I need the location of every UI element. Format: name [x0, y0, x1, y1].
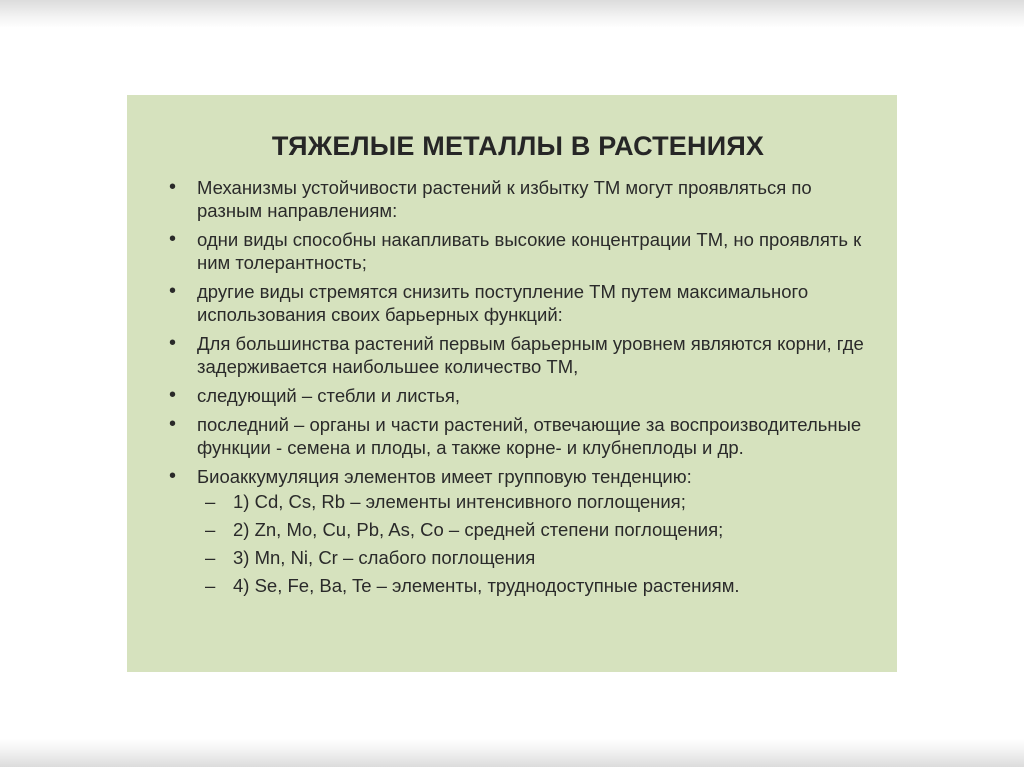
bullet-item: • последний – органы и части растений, отвечающие за воспроизводительные функции - семена и плоды, а также корне- и клубнеплоды и др.	[167, 413, 869, 459]
sub-item-text: 2) Zn, Mo, Cu, Pb, As, Co – средней степени поглощения;	[233, 519, 724, 540]
frame-top-shadow	[0, 0, 1024, 28]
dash-marker: –	[205, 491, 216, 512]
sub-item	[197, 574, 869, 597]
bullet-item: • одни виды способны накапливать высокие концентрации ТМ, но проявлять к ним толерантность;	[167, 228, 869, 274]
dash-marker: –	[205, 575, 216, 596]
slide	[127, 95, 897, 672]
sub-item	[197, 518, 869, 541]
frame-bottom-shadow	[0, 739, 1024, 767]
bullet-item-bioaccumulation	[167, 465, 869, 597]
dash-marker: –	[205, 547, 216, 568]
bullet-list	[167, 176, 869, 597]
sub-item	[197, 546, 869, 569]
bullet-item: • другие виды стремятся снизить поступление ТМ путем максимального использования своих барьерных функций:	[167, 280, 869, 326]
bullet-item: • Механизмы устойчивости растений к избытку ТМ могут проявляться по разным направлениям:	[167, 176, 869, 222]
slide-title: ТЯЖЕЛЫЕ МЕТАЛЛЫ В РАСТЕНИЯХ	[271, 131, 765, 161]
dash-marker: –	[205, 519, 216, 540]
bullet-item: • Для большинства растений первым барьерным уровнем являются корни, где задерживается наибольшее количество ТМ,	[167, 332, 869, 378]
bullet-text: Биоаккумуляция элементов имеет групповую тенденцию:	[197, 466, 692, 487]
bullet-item: • следующий – стебли и листья,	[167, 384, 869, 407]
sub-item-text: 4) Se, Fe, Ba, Te – элементы, труднодоступные растениям.	[233, 575, 740, 596]
sub-list	[197, 490, 869, 597]
sub-item	[197, 490, 869, 513]
sub-item-text: 1) Cd, Cs, Rb – элементы интенсивного поглощения;	[233, 491, 686, 512]
sub-item-text: 3) Mn, Ni, Cr – слабого поглощения	[233, 547, 536, 568]
